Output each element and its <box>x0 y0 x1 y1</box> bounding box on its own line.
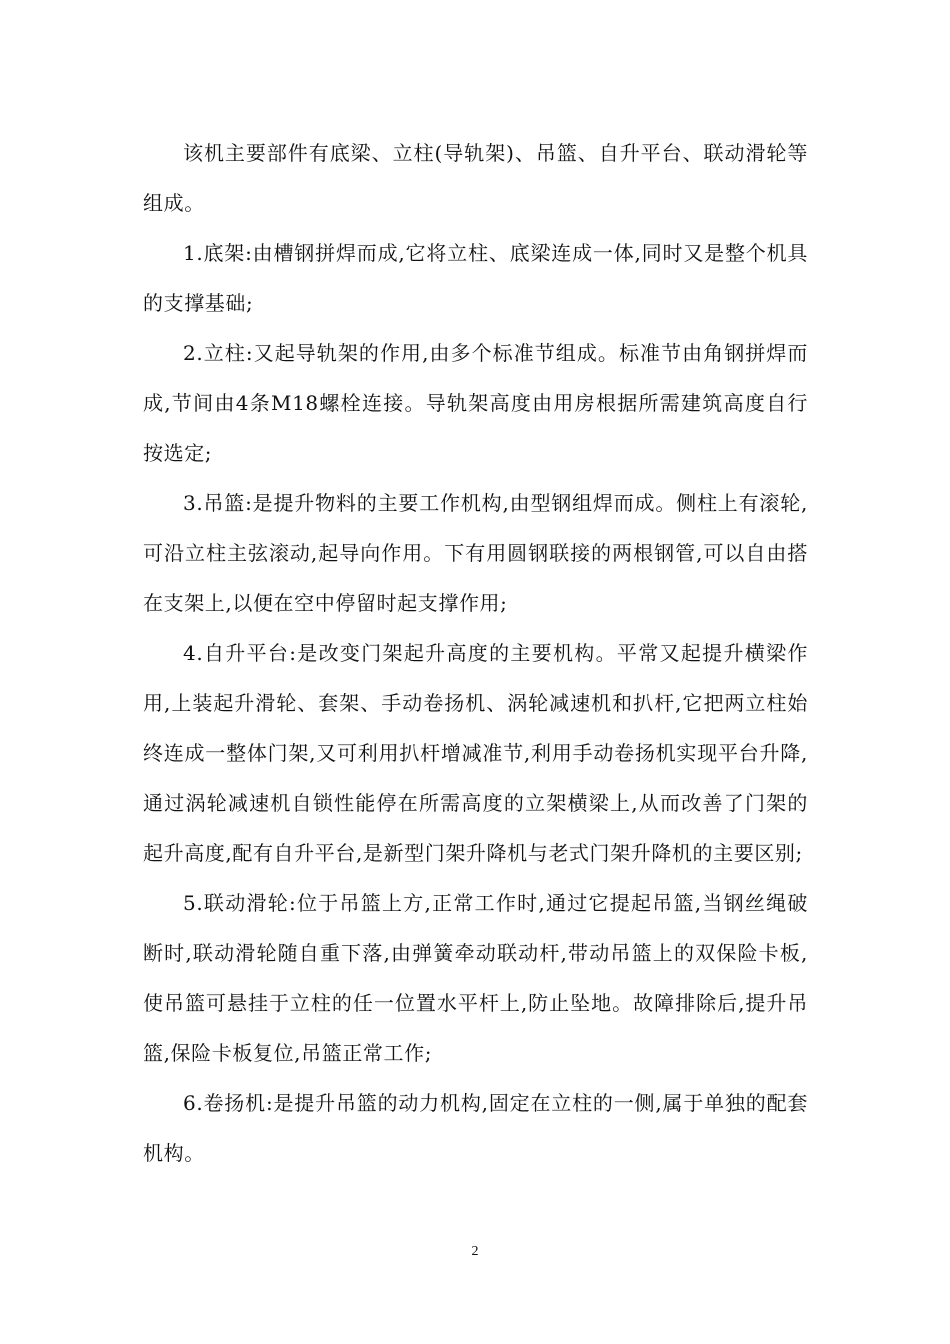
paragraph-linkage-pulley: 5.联动滑轮:位于吊篮上方,正常工作时,通过它提起吊篮,当钢丝绳破断时,联动滑轮随自重下落,由弹簧牵动联动杆,带动吊篮上的双保险卡板,使吊篮可悬挂于立柱的任一位置水平杆上,防止坠地。故障排除后,提升吊篮,保险卡板复位,吊篮正常工作; <box>143 891 808 1065</box>
paragraph-self-lifting-platform: 4.自升平台:是改变门架起升高度的主要机构。平常又起提升横梁作用,上装起升滑轮、套架、手动卷扬机、涡轮减速机和扒杆,它把两立柱始终连成一整体门架,又可利用扒杆增减准节,利用手动卷扬机实现平台升降,通过涡轮减速机自锁性能停在所需高度的立架横梁上,从而改善了门架的起升高度,配有自升平台,是新型门架升降机与老式门架升降机的主要区别; <box>143 641 808 865</box>
paragraph-intro: 该机主要部件有底梁、立柱(导轨架)、吊篮、自升平台、联动滑轮等组成。 <box>143 141 808 215</box>
paragraph-base-frame: 1.底架:由槽钢拼焊而成,它将立柱、底梁连成一体,同时又是整个机具的支撑基础; <box>143 241 808 315</box>
body-text <box>143 128 808 1178</box>
paragraph-winch: 6.卷扬机:是提升吊篮的动力机构,固定在立柱的一侧,属于单独的配套机构。 <box>143 1091 808 1165</box>
paragraph-cage: 3.吊篮:是提升物料的主要工作机构,由型钢组焊而成。侧柱上有滚轮,可沿立柱主弦滚动,起导向作用。下有用圆钢联接的两根钢管,可以自由搭在支架上,以便在空中停留时起支撑作用; <box>143 491 808 615</box>
page-number: 2 <box>471 1244 479 1259</box>
paragraph-column: 2.立柱:又起导轨架的作用,由多个标准节组成。标准节由角钢拼焊而成,节间由4条M18螺栓连接。导轨架高度由用房根据所需建筑高度自行按选定; <box>143 341 808 465</box>
